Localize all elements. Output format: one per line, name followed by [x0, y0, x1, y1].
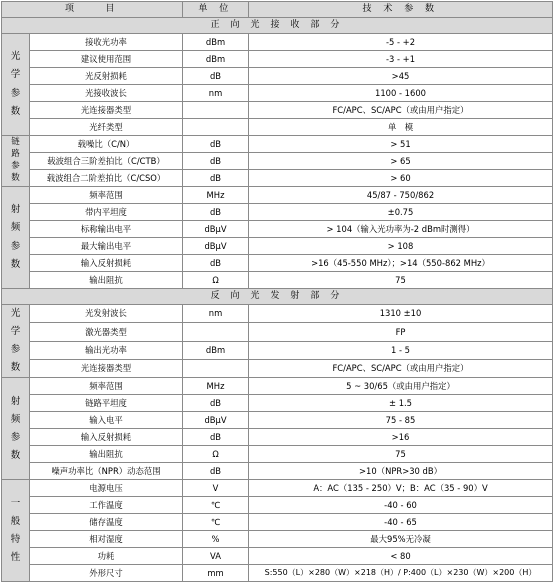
item-unit: Ω — [183, 446, 249, 463]
table-row — [2, 238, 553, 255]
table-row — [2, 170, 553, 187]
table-row — [2, 429, 553, 446]
section-title: 反 向 光 发 射 部 分 — [2, 289, 553, 305]
item-name: 输入反射损耗 — [30, 255, 183, 272]
spec-table-body — [2, 2, 553, 582]
section-row — [2, 289, 553, 305]
item-value: > 108 — [249, 238, 553, 255]
item-unit: dB — [183, 395, 249, 412]
item-value: ±0.75 — [249, 204, 553, 221]
table-row — [2, 51, 553, 68]
spec-table — [1, 1, 553, 582]
table-row — [2, 221, 553, 238]
table-row — [2, 341, 553, 359]
item-value: >45 — [249, 68, 553, 85]
table-row — [2, 378, 553, 395]
item-name: 光连接器类型 — [30, 102, 183, 119]
item-name: 链路平坦度 — [30, 395, 183, 412]
item-value: -40 - 60 — [249, 497, 553, 514]
item-value: >10（NPR>30 dB） — [249, 463, 553, 480]
group-label: 射 频 参 数 — [2, 378, 30, 480]
item-name: 输入电平 — [30, 412, 183, 429]
item-name: 光发射波长 — [30, 305, 183, 323]
group-label: 链 路 参 数 — [2, 136, 30, 187]
table-row — [2, 359, 553, 377]
item-value: >16 — [249, 429, 553, 446]
item-value: ± 1.5 — [249, 395, 553, 412]
item-name: 载波组合三阶差拍比（C/CTB） — [30, 153, 183, 170]
table-row — [2, 187, 553, 204]
item-value: FC/APC、SC/APC（或由用户指定） — [249, 359, 553, 377]
item-name: 工作温度 — [30, 497, 183, 514]
table-row — [2, 514, 553, 531]
item-unit: dBμV — [183, 238, 249, 255]
item-unit: Ω — [183, 272, 249, 289]
table-row — [2, 446, 553, 463]
item-unit: dB — [183, 153, 249, 170]
table-row — [2, 395, 553, 412]
item-unit: dB — [183, 429, 249, 446]
group-label: 光 学 参 数 — [2, 34, 30, 136]
item-name: 噪声功率比（NPR）动态范围 — [30, 463, 183, 480]
item-unit: dB — [183, 255, 249, 272]
item-value: 1 - 5 — [249, 341, 553, 359]
item-value: FP — [249, 323, 553, 341]
table-row — [2, 305, 553, 323]
table-row — [2, 272, 553, 289]
item-unit: V — [183, 480, 249, 497]
item-name: 输出阻抗 — [30, 272, 183, 289]
item-unit: nm — [183, 85, 249, 102]
item-unit: dBm — [183, 34, 249, 51]
item-unit: VA — [183, 548, 249, 565]
item-name: 功耗 — [30, 548, 183, 565]
item-unit: MHz — [183, 187, 249, 204]
item-name: 输出光功率 — [30, 341, 183, 359]
item-name: 激光器类型 — [30, 323, 183, 341]
item-value: A：AC（135 - 250）V；B：AC（35 - 90）V — [249, 480, 553, 497]
item-value: > 51 — [249, 136, 553, 153]
item-value: S:550（L）×280（W）×218（H）/ P:400（L）×230（W）×200（H） — [249, 565, 553, 582]
group-label: 射 频 参 数 — [2, 187, 30, 289]
header-row — [2, 2, 553, 18]
item-unit: dB — [183, 170, 249, 187]
item-name: 建议使用范围 — [30, 51, 183, 68]
item-value: 45/87 - 750/862 — [249, 187, 553, 204]
table-row — [2, 412, 553, 429]
item-unit: ℃ — [183, 497, 249, 514]
item-value: 75 - 85 — [249, 412, 553, 429]
item-value: > 65 — [249, 153, 553, 170]
item-value: 最大95%无冷凝 — [249, 531, 553, 548]
item-value: < 80 — [249, 548, 553, 565]
table-row — [2, 323, 553, 341]
item-name: 光连接器类型 — [30, 359, 183, 377]
item-name: 接收光功率 — [30, 34, 183, 51]
item-unit: dB — [183, 463, 249, 480]
item-unit — [183, 119, 249, 136]
item-value: 75 — [249, 272, 553, 289]
table-row — [2, 102, 553, 119]
table-row — [2, 119, 553, 136]
item-unit: MHz — [183, 378, 249, 395]
item-unit: % — [183, 531, 249, 548]
section-title: 正 向 光 接 收 部 分 — [2, 18, 553, 34]
table-row — [2, 136, 553, 153]
table-row — [2, 497, 553, 514]
item-name: 光纤类型 — [30, 119, 183, 136]
item-value: > 104（输入光功率为-2 dBm时测得） — [249, 221, 553, 238]
item-value: -3 - +1 — [249, 51, 553, 68]
item-unit: dB — [183, 68, 249, 85]
item-value: > 60 — [249, 170, 553, 187]
item-unit: dBμV — [183, 412, 249, 429]
table-row — [2, 463, 553, 480]
item-unit: nm — [183, 305, 249, 323]
group-label: 一 般 特 性 — [2, 480, 30, 582]
item-name: 最大输出电平 — [30, 238, 183, 255]
table-row — [2, 153, 553, 170]
header-item: 项 目 — [2, 2, 183, 18]
group-label: 光 学 参 数 — [2, 305, 30, 378]
item-unit: dB — [183, 136, 249, 153]
item-value: 5 ~ 30/65（或由用户指定） — [249, 378, 553, 395]
table-row — [2, 531, 553, 548]
item-value: 1100 - 1600 — [249, 85, 553, 102]
table-row — [2, 204, 553, 221]
item-unit — [183, 323, 249, 341]
item-name: 频率范围 — [30, 378, 183, 395]
item-unit: dBm — [183, 341, 249, 359]
table-row — [2, 85, 553, 102]
item-name: 带内平坦度 — [30, 204, 183, 221]
header-param: 技 术 参 数 — [249, 2, 553, 18]
item-unit: dBm — [183, 51, 249, 68]
item-value: >16（45-550 MHz）；>14（550-862 MHz） — [249, 255, 553, 272]
item-value: -5 - +2 — [249, 34, 553, 51]
item-name: 标称输出电平 — [30, 221, 183, 238]
item-unit: ℃ — [183, 514, 249, 531]
item-name: 电源电压 — [30, 480, 183, 497]
item-name: 载波组合二阶差拍比（C/CSO） — [30, 170, 183, 187]
item-unit — [183, 102, 249, 119]
item-value: FC/APC、SC/APC（或由用户指定） — [249, 102, 553, 119]
item-unit: dB — [183, 204, 249, 221]
item-value: 75 — [249, 446, 553, 463]
item-name: 相对湿度 — [30, 531, 183, 548]
item-name: 光反射损耗 — [30, 68, 183, 85]
table-row — [2, 480, 553, 497]
item-name: 输出阻抗 — [30, 446, 183, 463]
table-row — [2, 548, 553, 565]
item-name: 载噪比（C/N） — [30, 136, 183, 153]
table-row — [2, 34, 553, 51]
item-name: 输入反射损耗 — [30, 429, 183, 446]
table-row — [2, 255, 553, 272]
item-unit: dBμV — [183, 221, 249, 238]
table-row — [2, 68, 553, 85]
item-value: -40 - 65 — [249, 514, 553, 531]
item-name: 外形尺寸 — [30, 565, 183, 582]
item-value: 单 模 — [249, 119, 553, 136]
item-name: 储存温度 — [30, 514, 183, 531]
section-row — [2, 18, 553, 34]
item-name: 光接收波长 — [30, 85, 183, 102]
item-unit — [183, 359, 249, 377]
item-unit: mm — [183, 565, 249, 582]
item-value: 1310 ±10 — [249, 305, 553, 323]
header-unit: 单 位 — [183, 2, 249, 18]
item-name: 频率范围 — [30, 187, 183, 204]
table-row — [2, 565, 553, 582]
